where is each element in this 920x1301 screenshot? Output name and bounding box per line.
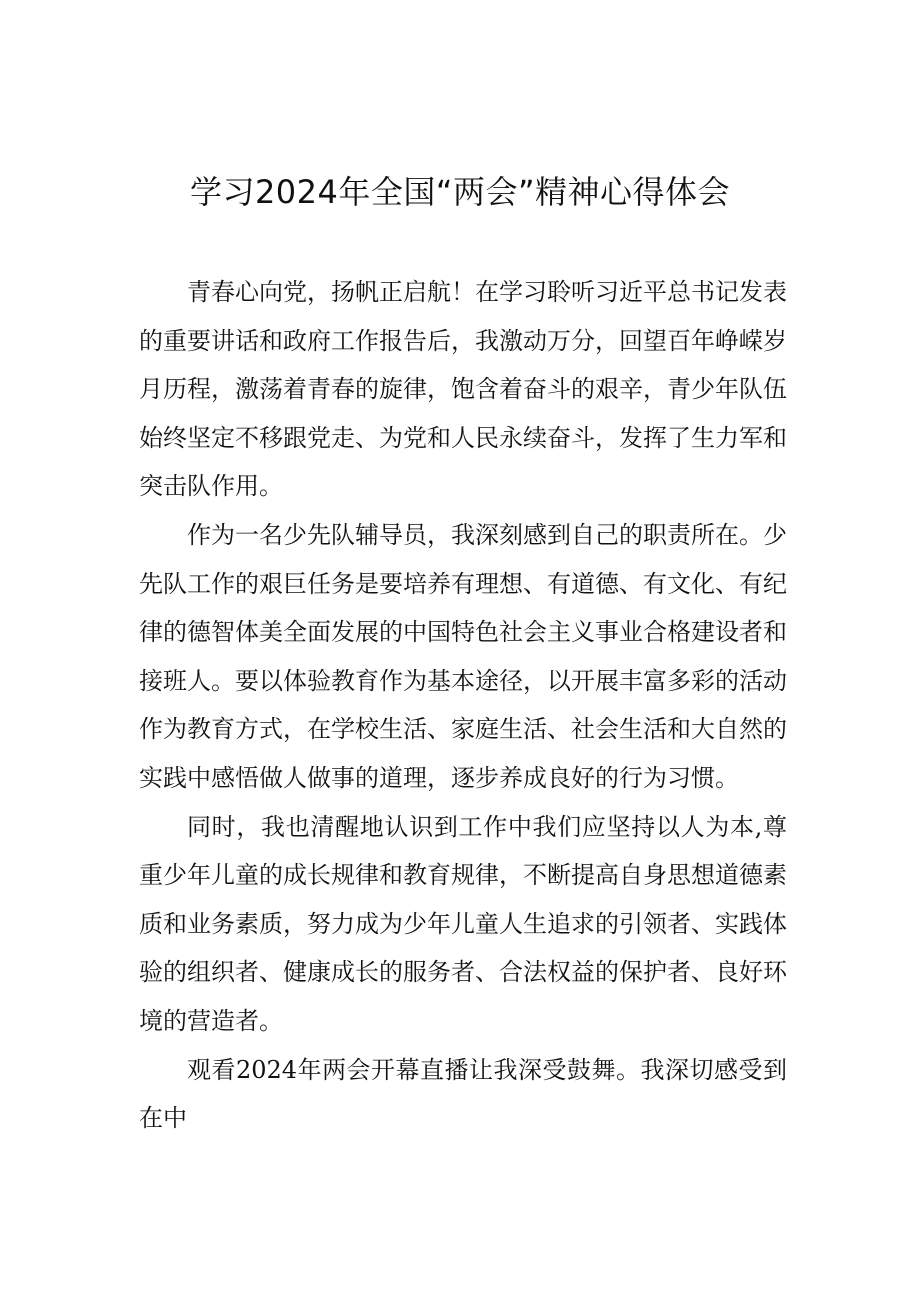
paragraph-1: 青春心向党，扬帆正启航！在学习聆听习近平总书记发表的重要讲话和政府工作报告后，我激动万分，回望百年峥嵘岁月历程，激荡着青春的旋律，饱含着奋斗的艰辛，青少年队伍始终坚定不移跟党走、为党和人民永续奋斗，发挥了生力军和突击队作用。 — [139, 278, 787, 500]
paragraph-3: 同时，我也清醒地认识到工作中我们应坚持以人为本,尊重少年儿童的成长规律和教育规律，不断提高自身思想道德素质和业务素质，努力成为少年儿童人生追求的引领者、实践体验的组织者、健康成长的服务者、合法权益的保护者、良好环境的营造者。 — [139, 812, 787, 1035]
document-title: 学习2024年全国“两会”精神心得体会 — [189, 173, 731, 211]
paragraph-2: 作为一名少先队辅导员，我深刻感到自己的职责所在。少先队工作的艰巨任务是要培养有理想、有道德、有文化、有纪律的德智体美全面发展的中国特色社会主义事业合格建设者和接班人。要以体验教育作为基本途径，以开展丰富多彩的活动作为教育方式，在学校生活、家庭生活、社会生活和大自然的实践中感悟做人做事的道理，逐步养成良好的行为习惯。 — [139, 521, 787, 792]
document-body — [139, 268, 787, 1143]
paragraph-4: 观看2024年两会开幕直播让我深受鼓舞。我深切感受到在中 — [139, 1055, 787, 1132]
